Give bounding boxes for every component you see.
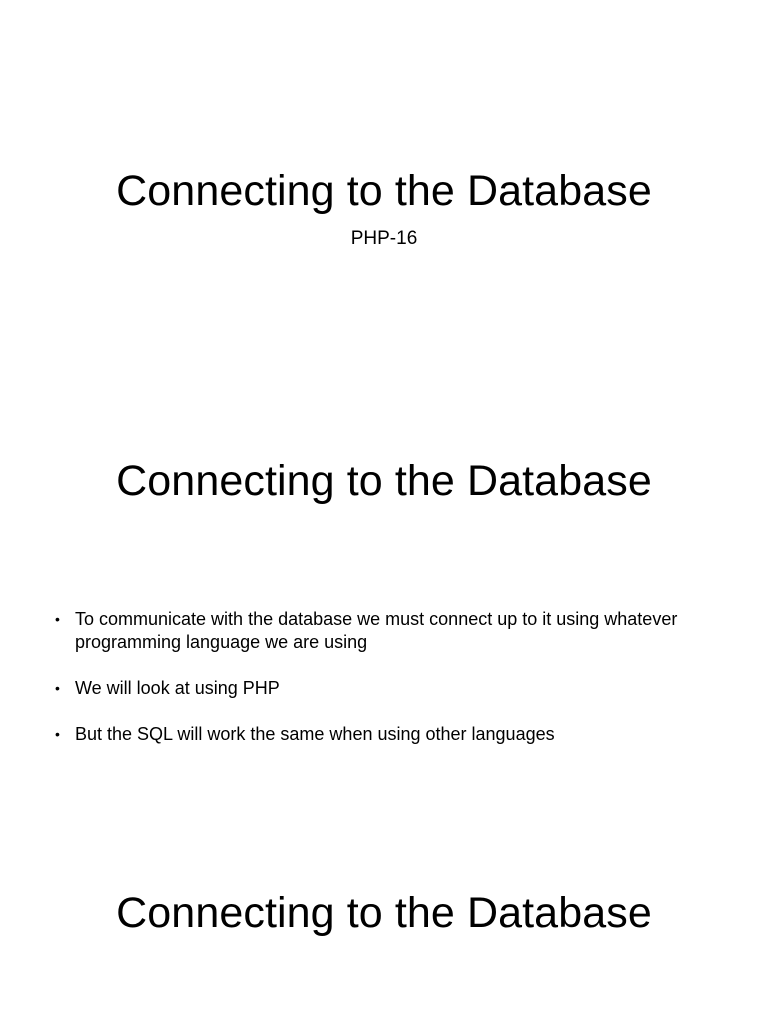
bullet-item [55, 608, 695, 654]
bullet-icon: • [55, 726, 60, 742]
bullet-text: To communicate with the database we must connect up to it using whatever programming language we are using [75, 609, 678, 652]
slide-1-title: Connecting to the Database [116, 167, 652, 215]
bullet-text: But the SQL will work the same when using other languages [75, 724, 555, 744]
bullet-icon: • [55, 680, 60, 696]
slide-2-bullet-list [55, 608, 695, 769]
bullet-text: We will look at using PHP [75, 678, 280, 698]
slide-3-title: Connecting to the Database [116, 889, 652, 937]
bullet-item [55, 677, 695, 700]
bullet-icon: • [55, 611, 60, 627]
slide-1-subtitle: PHP-16 [350, 228, 418, 249]
bullet-item [55, 723, 695, 746]
slide-2-title: Connecting to the Database [116, 457, 652, 505]
